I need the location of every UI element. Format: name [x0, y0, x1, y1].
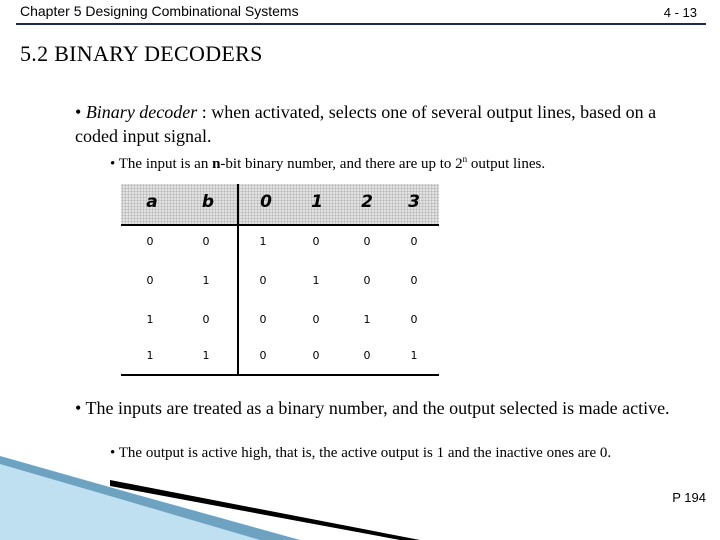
table-divider-header: [121, 224, 439, 226]
table-cell: 1: [202, 349, 210, 362]
table-cell: 1: [202, 274, 210, 287]
table-cell: 0: [259, 274, 267, 287]
table-cell: 0: [202, 235, 210, 248]
table-cell: 0: [410, 235, 418, 248]
input-text-before: The input is an: [118, 156, 213, 172]
table-cell: 1: [259, 235, 267, 248]
page-reference: 4 - 13: [663, 5, 697, 20]
table-cell: 0: [363, 235, 371, 248]
table-cell: 0: [410, 313, 418, 326]
bullet-marker: •: [110, 445, 116, 461]
table-cell: 0: [146, 235, 154, 248]
bullet-input-description: [110, 150, 700, 174]
header-b: b: [201, 192, 215, 212]
table-cell: 1: [410, 349, 418, 362]
header-a: a: [146, 192, 158, 212]
header-out-1: 1: [311, 192, 323, 212]
header-out-3: 3: [408, 192, 420, 212]
bullet-marker: •: [110, 156, 116, 172]
table-cell: 0: [312, 313, 320, 326]
table-cell: 0: [363, 274, 371, 287]
header-rule: [16, 23, 706, 25]
bullet-marker: •: [75, 398, 82, 418]
table-border-bottom: [121, 374, 439, 376]
table-cell: 1: [146, 313, 154, 326]
input-text-middle: -bit binary number, and there are up to 2: [220, 156, 463, 172]
bullet-definition: [75, 100, 675, 148]
bullet-active-high: [110, 444, 690, 463]
table-cell: 0: [312, 235, 320, 248]
footer-page-number: P 194: [672, 490, 706, 505]
table-cell: 0: [202, 313, 210, 326]
table-cell: 1: [363, 313, 371, 326]
decoder-truth-table: [121, 184, 439, 376]
inputs-text: The inputs are treated as a binary number, and the output selected is made active.: [85, 398, 670, 418]
table-cell: 1: [312, 274, 320, 287]
input-n: n: [212, 156, 221, 172]
bullet-inputs-binary: [75, 396, 675, 420]
table-cell: 0: [146, 274, 154, 287]
term-binary-decoder: Binary decoder: [85, 102, 198, 122]
decorative-swoosh: [0, 450, 720, 540]
table-cell: 0: [363, 349, 371, 362]
section-title: 5.2 BINARY DECODERS: [20, 41, 263, 66]
table-cell: 1: [146, 349, 154, 362]
chapter-title: Chapter 5 Designing Combinational Systems: [20, 3, 299, 19]
header-out-0: 0: [260, 192, 272, 212]
table-cell: 0: [259, 349, 267, 362]
active-high-text: The output is active high, that is, the active output is 1 and the inactive ones are 0.: [118, 445, 612, 461]
table-cell: 0: [410, 274, 418, 287]
bullet-marker: •: [75, 102, 82, 122]
input-sup-n: n: [462, 154, 468, 164]
table-cell: 0: [312, 349, 320, 362]
swoosh-light-band: [0, 456, 300, 540]
table-cell: 0: [259, 313, 267, 326]
header-out-2: 2: [361, 192, 373, 212]
definition-text: : when activated, selects one of several output lines, based on a coded input signal.: [75, 102, 657, 146]
input-text-after: output lines.: [467, 156, 546, 172]
